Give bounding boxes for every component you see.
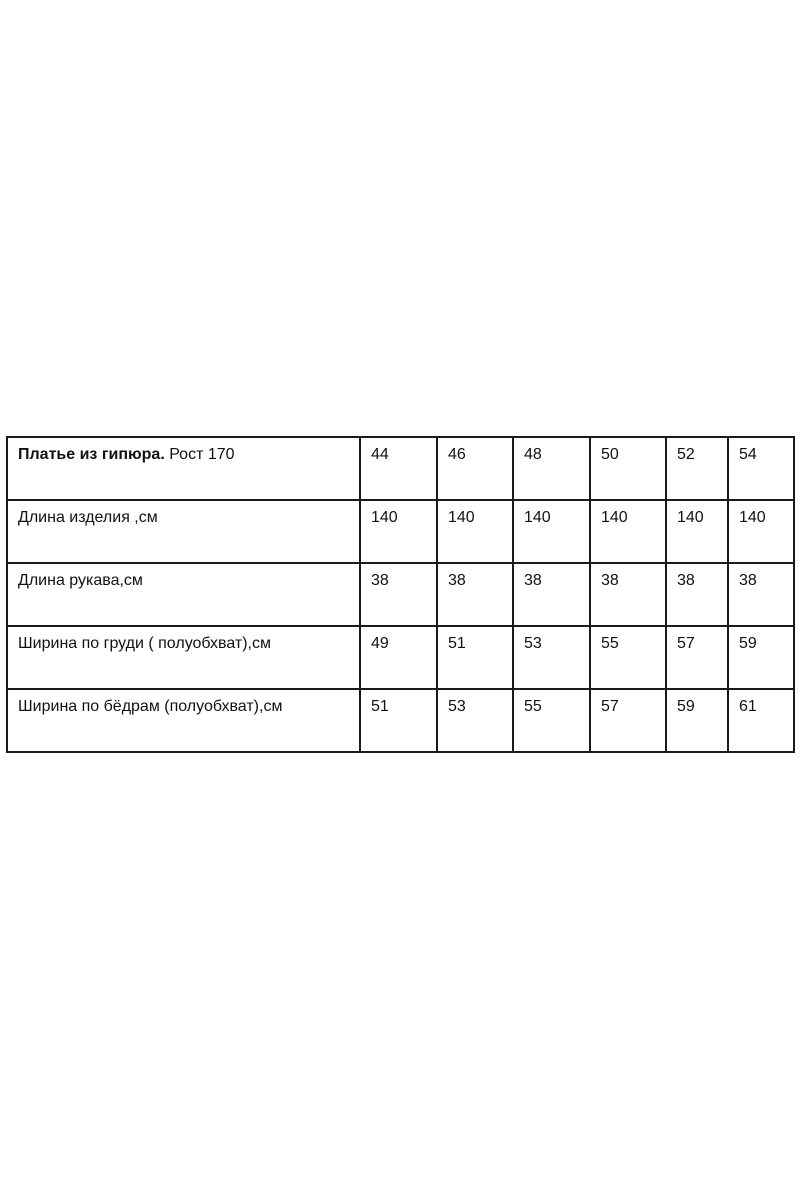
table-row (7, 563, 794, 626)
value-cell: 51 (360, 689, 437, 752)
size-header-cell: 52 (666, 437, 728, 500)
value-cell: 55 (590, 626, 666, 689)
table-row (7, 626, 794, 689)
value-cell: 38 (437, 563, 513, 626)
size-header-cell: 48 (513, 437, 590, 500)
value-cell: 38 (666, 563, 728, 626)
value-cell: 38 (590, 563, 666, 626)
table-row (7, 500, 794, 563)
row-label: Ширина по груди ( полуобхват),см (7, 626, 360, 689)
value-cell: 49 (360, 626, 437, 689)
value-cell: 55 (513, 689, 590, 752)
value-cell: 51 (437, 626, 513, 689)
row-label: Длина рукава,см (7, 563, 360, 626)
value-cell: 140 (666, 500, 728, 563)
value-cell: 140 (437, 500, 513, 563)
table-row (7, 689, 794, 752)
value-cell: 38 (360, 563, 437, 626)
value-cell: 59 (666, 689, 728, 752)
value-cell: 140 (360, 500, 437, 563)
size-header-cell: 54 (728, 437, 794, 500)
value-cell: 140 (728, 500, 794, 563)
value-cell: 140 (590, 500, 666, 563)
value-cell: 53 (513, 626, 590, 689)
value-cell: 53 (437, 689, 513, 752)
product-title-cell (7, 437, 360, 500)
size-header-cell: 50 (590, 437, 666, 500)
value-cell: 59 (728, 626, 794, 689)
value-cell: 57 (666, 626, 728, 689)
row-label: Длина изделия ,см (7, 500, 360, 563)
size-header-cell: 44 (360, 437, 437, 500)
value-cell: 38 (728, 563, 794, 626)
value-cell: 140 (513, 500, 590, 563)
size-chart-table (6, 436, 795, 753)
table-header-row (7, 437, 794, 500)
value-cell: 61 (728, 689, 794, 752)
product-title-height: Рост 170 (164, 446, 235, 463)
row-label: Ширина по бёдрам (полуобхват),см (7, 689, 360, 752)
product-title-bold: Платье из гипюра. (18, 446, 165, 463)
size-header-cell: 46 (437, 437, 513, 500)
value-cell: 57 (590, 689, 666, 752)
value-cell: 38 (513, 563, 590, 626)
